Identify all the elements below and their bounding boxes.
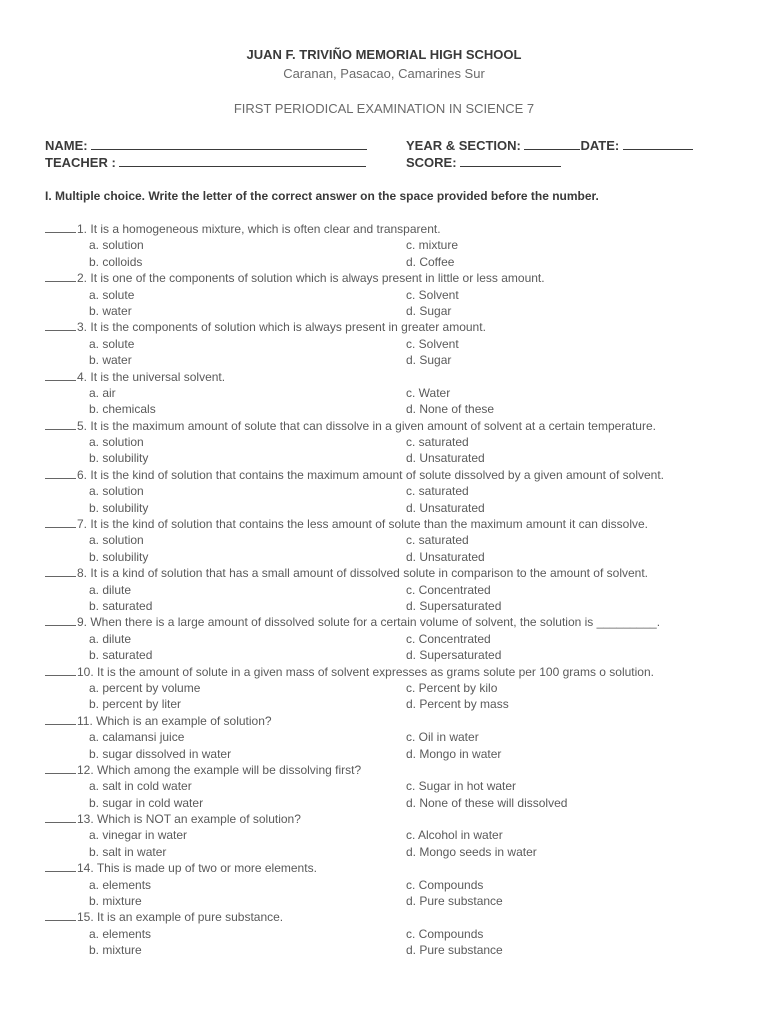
answer-blank[interactable] — [45, 615, 76, 626]
question-text: It is the components of solution which is always present in greater amount. — [90, 320, 486, 335]
choice-c: c. Compounds — [406, 877, 484, 892]
answer-blank[interactable] — [45, 468, 76, 479]
choice-c: c. Alcohol in water — [406, 828, 503, 843]
choice-c: c. Concentrated — [406, 631, 491, 646]
question-text: Which is NOT an example of solution? — [97, 812, 301, 827]
choice-a: a. solution — [89, 238, 144, 253]
choice-d: d. Mongo in water — [406, 746, 502, 761]
choice-d: d. Sugar — [406, 353, 452, 368]
choice-a: a. salt in cold water — [89, 779, 192, 794]
question-stem — [45, 811, 301, 827]
choice-b: b. salt in water — [89, 844, 167, 859]
choice-a: a. dilute — [89, 631, 132, 646]
choice-row — [0, 680, 768, 696]
choice-row — [0, 336, 768, 352]
choice-d: d. Supersaturated — [406, 598, 502, 613]
answer-blank[interactable] — [45, 812, 76, 823]
question-number: 13. — [77, 812, 94, 827]
choice-a: a. air — [89, 385, 116, 400]
question-number: 8. — [77, 566, 88, 581]
year-section-blank[interactable] — [524, 138, 580, 150]
choice-b: b. mixture — [89, 943, 142, 958]
question-row — [0, 418, 768, 434]
choice-d: d. Mongo seeds in water — [406, 844, 537, 859]
instructions: I. Multiple choice. Write the letter of the correct answer on the space provided before the number. — [45, 189, 599, 203]
question-text: Which among the example will be dissolving first? — [97, 762, 362, 777]
question-row — [0, 565, 768, 581]
choice-a: a. elements — [89, 877, 152, 892]
choice-row — [0, 303, 768, 319]
question-number: 2. — [77, 271, 88, 286]
choice-c: c. saturated — [406, 435, 469, 450]
question-stem — [45, 565, 648, 581]
question-number: 15. — [77, 910, 94, 925]
school-address: Caranan, Pasacao, Camarines Sur — [283, 66, 485, 81]
choice-c: c. Water — [406, 385, 451, 400]
teacher-blank[interactable] — [119, 155, 366, 167]
choice-b: b. colloids — [89, 254, 143, 269]
question-text: It is the amount of solute in a given mass of solvent expresses as grams solute per 100 grams o solution. — [97, 664, 654, 679]
answer-blank[interactable] — [45, 370, 76, 381]
choice-a: a. elements — [89, 926, 152, 941]
choice-b: b. water — [89, 303, 132, 318]
choice-row — [0, 582, 768, 598]
question-number: 10. — [77, 664, 94, 679]
choice-a: a. dilute — [89, 582, 132, 597]
choice-row — [0, 352, 768, 368]
question-text: It is a homogeneous mixture, which is often clear and transparent. — [90, 222, 441, 236]
choice-b: b. chemicals — [89, 402, 156, 417]
question-row — [0, 270, 768, 286]
choice-a: a. percent by volume — [89, 680, 201, 695]
choice-a: a. solution — [89, 484, 144, 499]
choice-row — [0, 647, 768, 663]
teacher-label: TEACHER : — [45, 155, 116, 170]
answer-blank[interactable] — [45, 222, 76, 233]
choice-b: b. sugar in cold water — [89, 795, 204, 810]
question-number: 11. — [77, 713, 93, 728]
choice-d: d. Coffee — [406, 254, 455, 269]
question-text: It is one of the components of solution which is always present in little or less amount. — [90, 271, 545, 286]
choice-row — [0, 778, 768, 794]
choice-b: b. sugar dissolved in water — [89, 746, 232, 761]
question-row — [0, 762, 768, 778]
question-number: 9. — [77, 615, 88, 630]
score-blank[interactable] — [460, 155, 561, 167]
choice-d: d. Unsaturated — [406, 549, 485, 564]
question-stem — [45, 909, 283, 925]
choice-c: c. Oil in water — [406, 730, 479, 745]
question-stem — [45, 270, 545, 286]
choice-a: a. solution — [89, 435, 144, 450]
question-stem — [45, 418, 656, 434]
answer-blank[interactable] — [45, 517, 76, 528]
choice-row — [0, 401, 768, 417]
answer-blank[interactable] — [45, 861, 76, 872]
answer-blank[interactable] — [45, 714, 76, 725]
question-stem — [45, 664, 654, 680]
choice-row — [0, 532, 768, 548]
question-stem — [45, 221, 441, 237]
choice-b: b. percent by liter — [89, 697, 182, 712]
choice-d: d. Unsaturated — [406, 451, 485, 466]
choice-row — [0, 696, 768, 712]
question-number: 5. — [77, 418, 88, 433]
date-label: DATE: — [580, 138, 620, 153]
choice-row — [0, 926, 768, 942]
choice-b: b. mixture — [89, 894, 142, 909]
question-text: It is the maximum amount of solute that can dissolve in a given amount of solvent at a certain temperature. — [90, 418, 656, 433]
choice-row — [0, 729, 768, 745]
question-stem — [45, 713, 272, 729]
question-text: When there is a large amount of dissolved solute for a certain volume of solvent, the solution is _________. — [90, 615, 661, 630]
choice-a: a. calamansi juice — [89, 730, 185, 745]
choice-row — [0, 598, 768, 614]
choice-row — [0, 844, 768, 860]
question-number: 12. — [77, 762, 94, 777]
question-row — [0, 467, 768, 483]
year-section-field — [406, 138, 693, 153]
question-row — [0, 860, 768, 876]
question-stem — [45, 516, 648, 532]
question-stem — [45, 614, 660, 630]
choice-row — [0, 827, 768, 843]
choice-d: d. Unsaturated — [406, 500, 485, 515]
choice-a: a. solute — [89, 287, 135, 302]
choice-d: d. Supersaturated — [406, 648, 502, 663]
choice-row — [0, 450, 768, 466]
question-text: It is the universal solvent. — [90, 369, 226, 384]
date-blank[interactable] — [623, 138, 693, 150]
question-list — [0, 221, 768, 959]
question-text: It is a kind of solution that has a small amount of dissolved solute in comparison to the amount of solvent. — [90, 566, 648, 581]
choice-row — [0, 893, 768, 909]
question-row — [0, 664, 768, 680]
school-name: JUAN F. TRIVIÑO MEMORIAL HIGH SCHOOL — [246, 47, 522, 62]
answer-blank[interactable] — [45, 566, 76, 577]
score-field — [406, 155, 561, 170]
question-row — [0, 811, 768, 827]
question-row — [0, 369, 768, 385]
choice-row — [0, 483, 768, 499]
question-text: It is an example of pure substance. — [97, 910, 284, 925]
question-stem — [45, 860, 317, 876]
answer-blank[interactable] — [45, 665, 76, 676]
choice-d: d. None of these — [406, 402, 495, 417]
choice-d: d. Sugar — [406, 303, 452, 318]
choice-b: b. saturated — [89, 598, 153, 613]
choice-c: c. saturated — [406, 484, 469, 499]
question-row — [0, 713, 768, 729]
choice-c: c. mixture — [406, 238, 459, 253]
choice-c: c. Compounds — [406, 926, 484, 941]
choice-c: c. saturated — [406, 533, 469, 548]
choice-d: d. Pure substance — [406, 943, 503, 958]
question-stem — [45, 762, 361, 778]
question-number: 1. — [77, 222, 88, 236]
score-label: SCORE: — [406, 155, 457, 170]
answer-blank[interactable] — [45, 271, 76, 282]
choice-d: d. Percent by mass — [406, 697, 509, 712]
exam-title: FIRST PERIODICAL EXAMINATION IN SCIENCE 7 — [233, 101, 535, 116]
question-row — [0, 614, 768, 630]
choice-c: c. Concentrated — [406, 582, 491, 597]
answer-blank[interactable] — [45, 763, 76, 774]
choice-row — [0, 254, 768, 270]
choice-row — [0, 500, 768, 516]
choice-a: a. vinegar in water — [89, 828, 188, 843]
name-blank[interactable] — [91, 138, 367, 150]
choice-d: d. Pure substance — [406, 894, 503, 909]
choice-row — [0, 434, 768, 450]
choice-b: b. saturated — [89, 648, 153, 663]
choice-row — [0, 385, 768, 401]
choice-d: d. None of these will dissolved — [406, 795, 568, 810]
question-row — [0, 516, 768, 532]
choice-a: a. solute — [89, 336, 135, 351]
answer-blank[interactable] — [45, 320, 76, 331]
choice-row — [0, 746, 768, 762]
question-stem — [45, 369, 225, 385]
choice-b: b. solubility — [89, 549, 149, 564]
choice-row — [0, 877, 768, 893]
choice-c: c. Percent by kilo — [406, 680, 498, 695]
choice-row — [0, 942, 768, 958]
teacher-field — [45, 155, 366, 170]
choice-c: c. Sugar in hot water — [406, 779, 517, 794]
choice-b: b. water — [89, 353, 132, 368]
choice-row — [0, 549, 768, 565]
choice-c: c. Solvent — [406, 287, 459, 302]
choice-b: b. solubility — [89, 500, 149, 515]
question-text: It is the kind of solution that contains the less amount of solute than the maximum amount it can dissolve. — [90, 517, 648, 532]
question-stem — [45, 319, 486, 335]
name-field — [45, 138, 367, 153]
choice-row — [0, 631, 768, 647]
choice-row — [0, 237, 768, 253]
question-row — [0, 319, 768, 335]
question-stem — [45, 467, 664, 483]
year-section-label: YEAR & SECTION: — [406, 138, 521, 153]
question-number: 7. — [77, 517, 88, 532]
choice-a: a. solution — [89, 533, 144, 548]
choice-row — [0, 287, 768, 303]
question-number: 14. — [77, 861, 94, 876]
question-row — [0, 221, 768, 237]
choice-c: c. Solvent — [406, 336, 459, 351]
question-row — [0, 909, 768, 925]
question-text: It is the kind of solution that contains the maximum amount of solute dissolved by a given amount of solvent. — [90, 467, 665, 482]
question-number: 3. — [77, 320, 88, 335]
answer-blank[interactable] — [45, 419, 76, 430]
question-text: Which is an example of solution? — [96, 713, 272, 728]
choice-row — [0, 795, 768, 811]
name-label: NAME: — [45, 138, 88, 153]
answer-blank[interactable] — [45, 910, 76, 921]
question-number: 4. — [77, 369, 88, 384]
question-number: 6. — [77, 467, 88, 482]
question-text: This is made up of two or more elements. — [96, 861, 317, 876]
choice-b: b. solubility — [89, 451, 149, 466]
